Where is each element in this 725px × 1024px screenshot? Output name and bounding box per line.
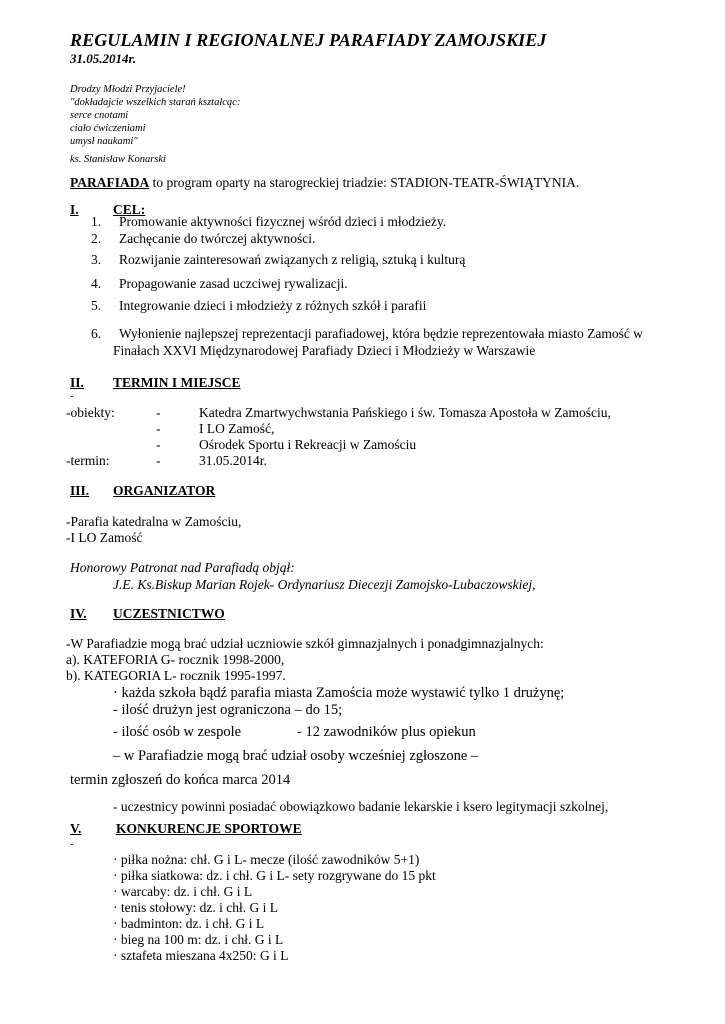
termin-value: 31.05.2014r. (199, 453, 267, 468)
participation-rule: - ilość drużyn jest ograniczona – do 15; (113, 702, 343, 718)
section-heading-konkurencje: KONKURENCJE SPORTOWE (116, 821, 302, 836)
intro-text: to program oparty na starogreckiej triadzie: STADION-TEATR-ŚWIĄTYNIA. (149, 175, 580, 190)
list-number: 3. (91, 252, 102, 267)
termin-value: Ośrodek Sportu i Rekreacji w Zamościu (199, 437, 417, 452)
document-date: 31.05.2014r. (70, 51, 137, 66)
patronage-label: Honorowy Patronat nad Parafiadą objął: (70, 560, 295, 575)
list-number: 2. (91, 231, 102, 246)
section-number: V. (70, 821, 82, 836)
motto-line: ciało ćwiczeniami (70, 123, 146, 134)
termin-dash: - (156, 437, 161, 452)
cel-item: Rozwijanie zainteresowań związanych z religią, sztuką i kulturą (119, 252, 466, 267)
list-number: 4. (91, 276, 102, 291)
competition-item: · sztafeta mieszana 4x250: G i L (113, 948, 289, 963)
termin-dash: - (156, 421, 161, 436)
cel-item-continued: Finałach XXVI Międzynarodowej Parafiady Dzieci i Młodzieży w Warszawie (113, 343, 536, 358)
termin-dash: - (156, 405, 161, 420)
termin-label: -termin: (66, 453, 110, 468)
competition-item: · warcaby: dz. i chł. G i L (113, 884, 253, 899)
motto-line: serce cnotami (70, 110, 129, 121)
competition-item: · badminton: dz. i chł. G i L (113, 916, 265, 931)
section-heading-uczestnictwo: UCZESTNICTWO (113, 606, 225, 621)
motto-line: Drodzy Młodzi Przyjaciele! (70, 84, 186, 95)
termin-dash: - (156, 453, 161, 468)
competition-item: · bieg na 100 m: dz. i chł. G i L (113, 932, 284, 947)
participation-rule: - ilość osób w zespole (113, 724, 242, 740)
section-heading-organizator: ORGANIZATOR (113, 483, 216, 498)
intro-paragraph (70, 175, 579, 191)
list-number: 6. (91, 326, 102, 341)
participation-rule: – w Parafiadzie mogą brać udział osoby wcześniej zgłoszone – (113, 748, 479, 764)
intro-keyword: PARAFIADA (70, 175, 150, 190)
cel-item: Zachęcanie do twórczej aktywności. (119, 231, 316, 246)
section-heading-cel: CEL: (113, 202, 146, 217)
motto-author: ks. Stanisław Konarski (70, 154, 166, 165)
competition-item: · piłka siatkowa: dz. i chł. G i L- sety rozgrywane do 15 pkt (113, 868, 436, 883)
list-number: 5. (91, 298, 102, 313)
registration-deadline: termin zgłoszeń do końca marca 2014 (70, 772, 291, 788)
patron-name: J.E. Ks.Biskup Marian Rojek- Ordynariusz Diecezji Zamojsko-Lubaczowskiej, (113, 577, 536, 592)
participation-line: a). KATEFORIA G- rocznik 1998-2000, (66, 652, 285, 667)
cel-item: Integrowanie dzieci i młodzieży z różnych szkół i parafii (119, 298, 427, 313)
participation-rule: · każda szkoła bądź parafia miasta Zamościa może wystawić tylko 1 drużynę; (113, 685, 565, 701)
competition-item: · piłka nożna: chł. G i L- mecze (ilość zawodników 5+1) (113, 852, 420, 867)
document-title: REGULAMIN I REGIONALNEJ PARAFIADY ZAMOJSKIEJ (70, 30, 547, 50)
participation-line: b). KATEGORIA L- rocznik 1995-1997. (66, 668, 286, 683)
medical-requirement: - uczestnicy powinni posiadać obowiązkowo badanie lekarskie i ksero legitymacji szkolnej, (113, 799, 609, 814)
organizer-line: -I LO Zamość (66, 530, 143, 545)
competition-item: · tenis stołowy: dz. i chł. G i L (113, 900, 278, 915)
section-number: II. (70, 375, 84, 390)
cel-item: Wyłonienie najlepszej reprezentacji parafiadowej, która będzie reprezentowała miasto Zamość w (119, 326, 643, 341)
section-number: III. (70, 483, 90, 498)
participation-rule-value: - 12 zawodników plus opiekun (297, 724, 476, 740)
cel-item: Propagowanie zasad uczciwej rywalizacji. (119, 276, 348, 291)
cel-item: Promowanie aktywności fizycznej wśród dzieci i młodzieży. (119, 214, 447, 229)
participation-line: -W Parafiadzie mogą brać udział uczniowie szkół gimnazjalnych i ponadgimnazjalnych: (66, 636, 544, 651)
section-heading-termin: TERMIN I MIEJSCE (113, 375, 241, 390)
section-number: IV. (70, 606, 87, 621)
motto-line: umysł naukami" (70, 136, 138, 147)
termin-label: -obiekty: (66, 405, 115, 420)
termin-value: Katedra Zmartwychwstania Pańskiego i św. Tomasza Apostoła w Zamościu, (199, 405, 611, 420)
motto-line: "dokładajcie wszelkich starań kształcąc: (70, 97, 241, 108)
termin-value: I LO Zamość, (199, 421, 275, 436)
organizer-line: -Parafia katedralna w Zamościu, (66, 514, 242, 529)
section-number: I. (70, 202, 79, 217)
list-number: 1. (91, 214, 102, 229)
